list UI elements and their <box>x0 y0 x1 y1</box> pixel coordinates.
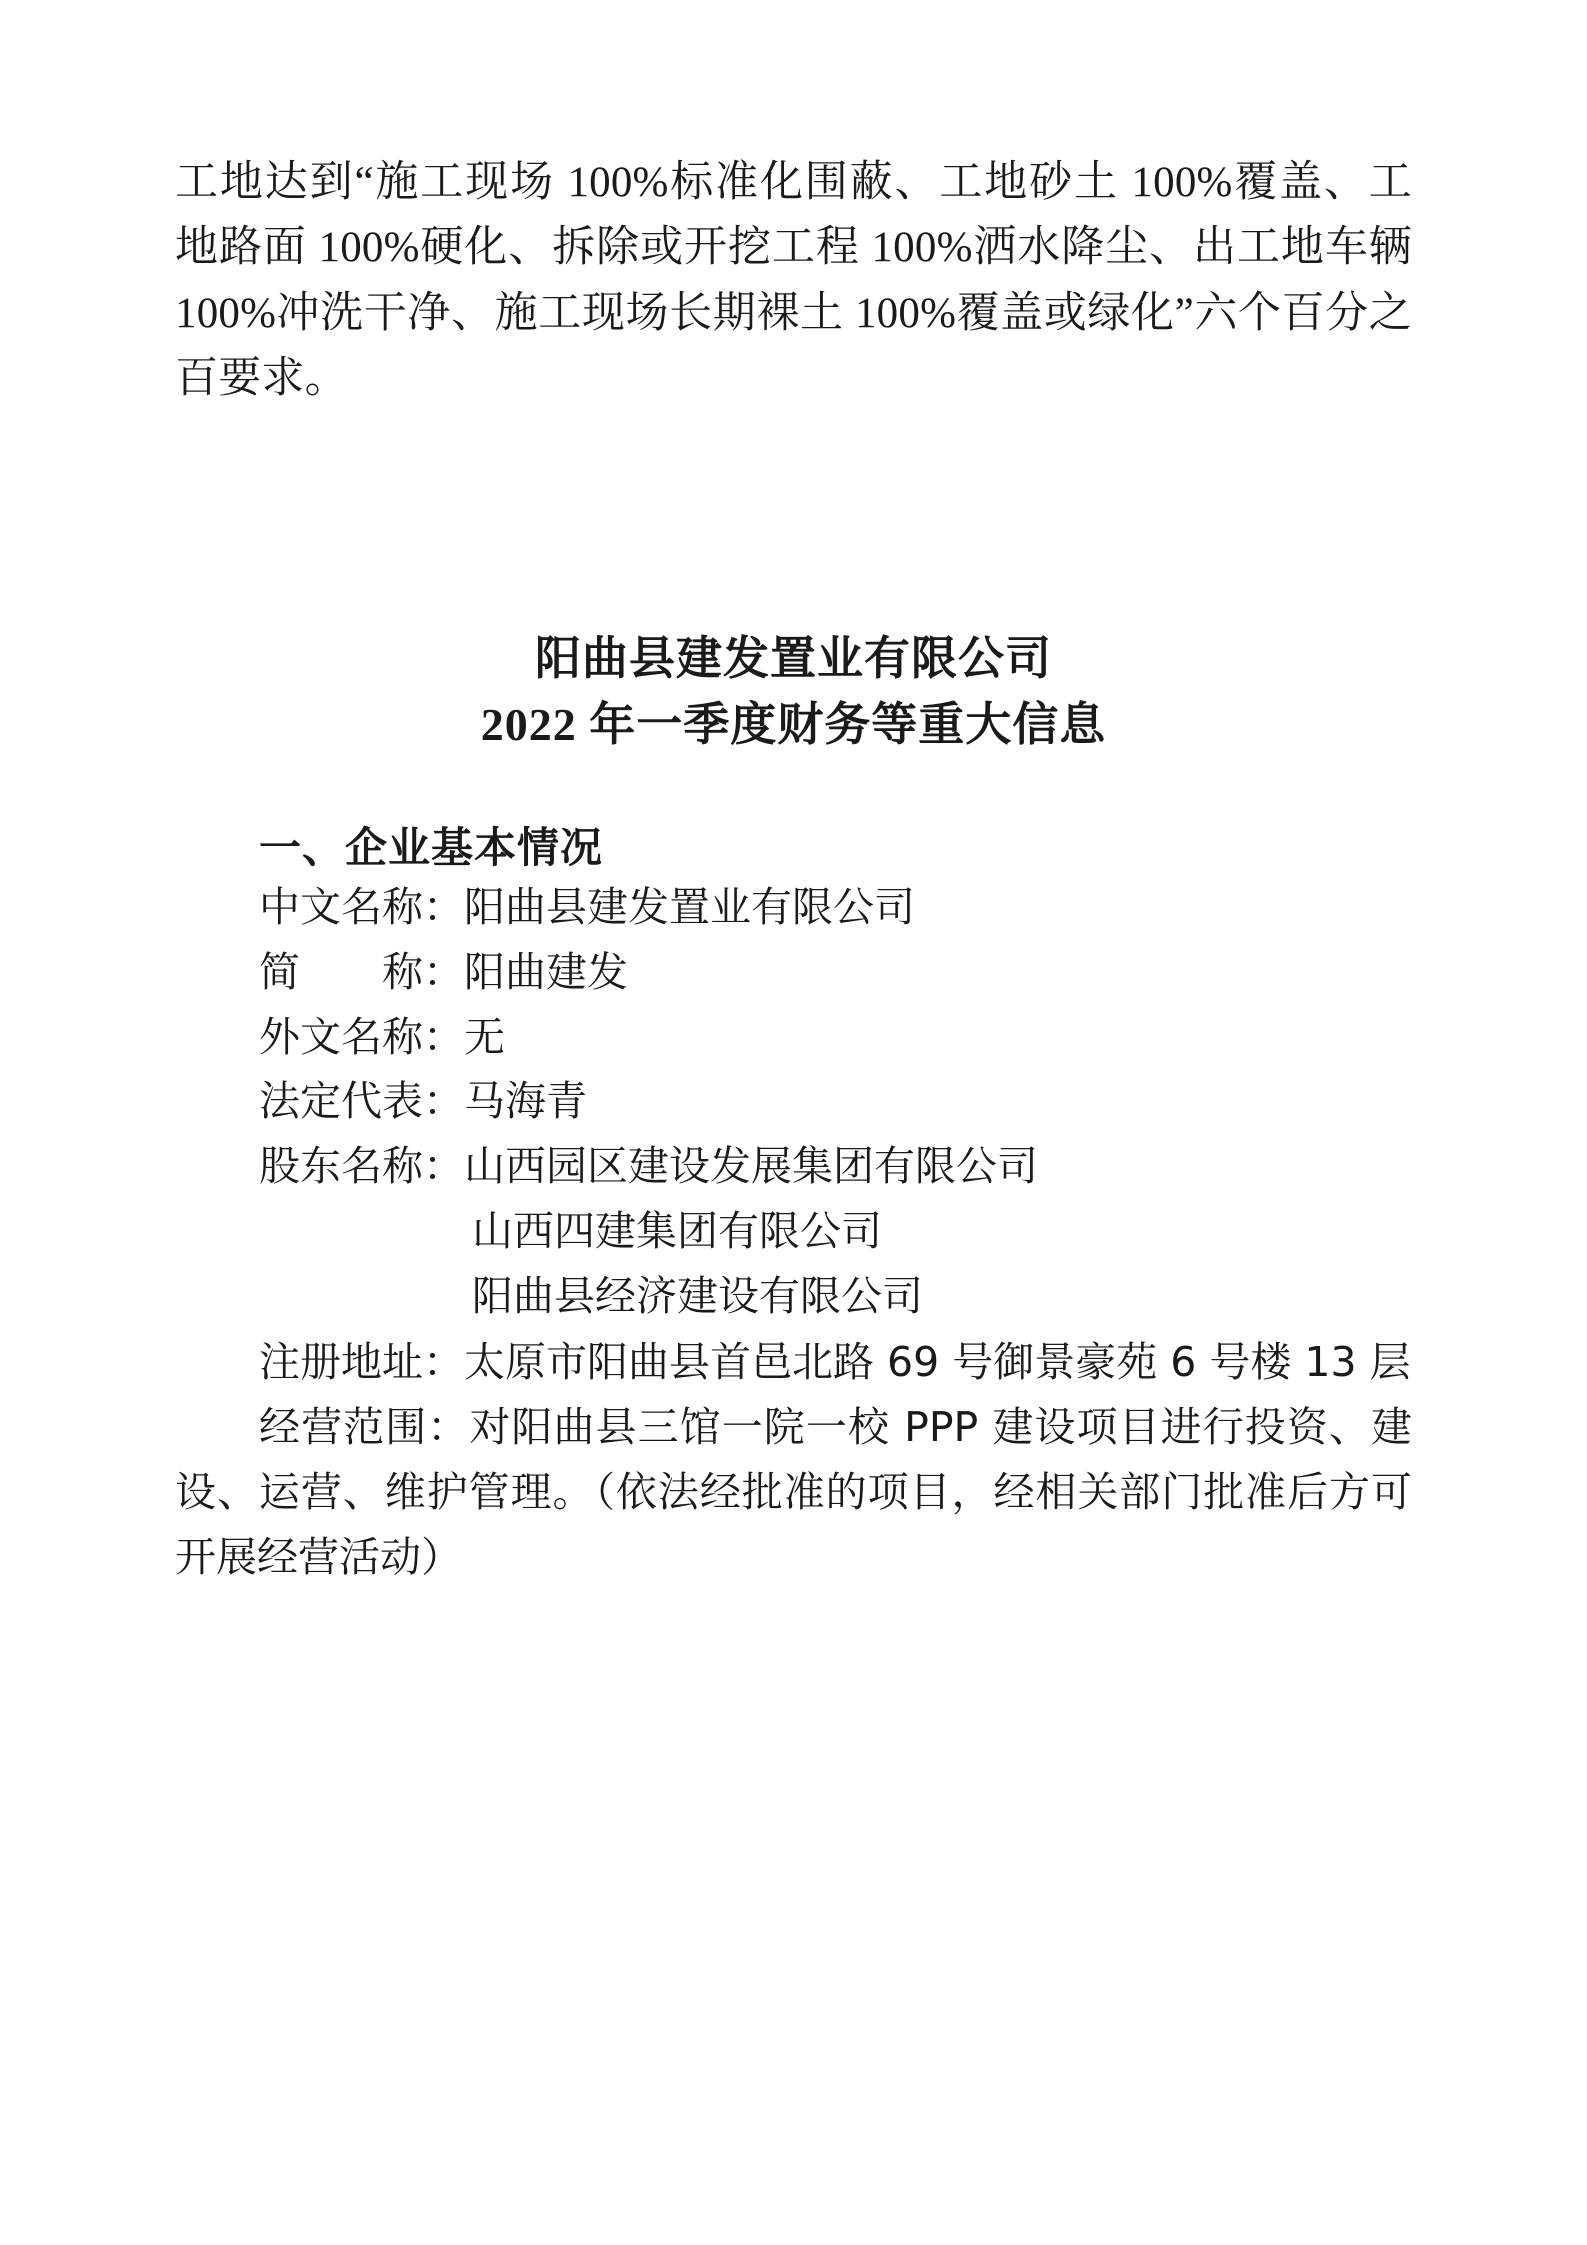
page-title <box>175 626 1412 757</box>
field-row-foreign-name <box>175 1005 1412 1070</box>
field-value: 阳曲建发 <box>464 947 628 996</box>
field-value: 阳曲县建发置业有限公司 <box>464 883 915 932</box>
business-scope-paragraph: 经营范围：对阳曲县三馆一院一校 PPP 建设项目进行投资、建设、运营、维护管理。（依法经批准的项目，经相关部门批准后方可开展经营活动） <box>175 1403 1412 1581</box>
field-label: 简 称： <box>259 947 464 996</box>
field-row-shareholders <box>175 1134 1412 1199</box>
vertical-spacer <box>175 411 1412 626</box>
field-value: 无 <box>464 1012 505 1061</box>
field-label: 中文名称： <box>259 883 464 932</box>
field-value: 山西园区建设发展集团有限公司 <box>464 1142 1038 1191</box>
field-label: 股东名称： <box>259 1142 464 1191</box>
field-label: 法定代表： <box>259 1077 464 1126</box>
page-title-line-2: 2022 年一季度财务等重大信息 <box>480 698 1107 750</box>
page-title-line-1: 阳曲县建发置业有限公司 <box>535 633 1052 685</box>
intro-paragraph: 工地达到“施工现场 100%标准化围蔽、工地砂土 100%覆盖、工地路面 100%硬化、拆除或开挖工程 100%洒水降尘、出工地车辆 100%冲洗干净、施工现场长期裸土 100%覆盖或绿化”六个百分之百要求。 <box>175 159 1412 403</box>
field-row-legal-representative <box>175 1069 1412 1134</box>
registered-address-paragraph: 注册地址：太原市阳曲县首邑北路 69 号御景豪苑 6 号楼 13 层 <box>259 1338 1411 1387</box>
shareholder-item: 山西四建集团有限公司 <box>472 1206 882 1255</box>
section-heading-company-basics: 一、企业基本情况 <box>259 823 604 873</box>
field-row-chinese-name <box>175 875 1412 940</box>
field-row-short-name <box>175 940 1412 1005</box>
field-label: 外文名称： <box>259 1012 464 1061</box>
shareholder-item: 阳曲县经济建设有限公司 <box>472 1271 923 1320</box>
field-value: 马海青 <box>464 1077 587 1126</box>
